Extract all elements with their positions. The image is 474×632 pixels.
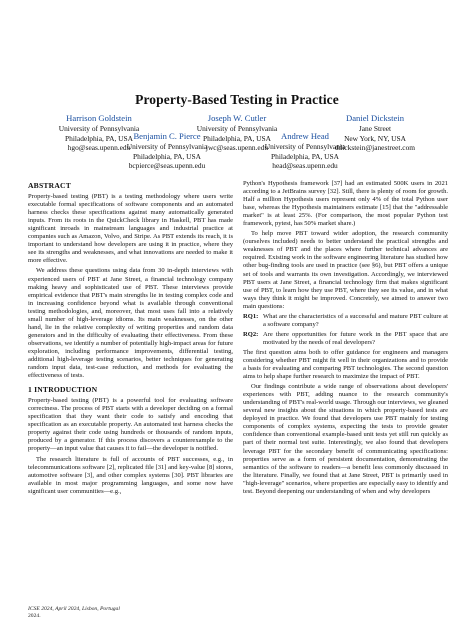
author-affiliation: University of Pennsylvania <box>58 124 140 134</box>
author-name: Harrison Goldstein <box>66 113 132 123</box>
rq-text: What are the characteristics of a successful and mature PBT culture at a software company? <box>263 312 448 328</box>
year-line: 2024. <box>28 613 41 619</box>
research-question <box>243 331 448 347</box>
rq-text: Are there opportunities for future work in the PBT space that are motivated by the needs of real developers? <box>263 330 448 346</box>
author-affiliation: University of Pennsylvania <box>126 142 208 152</box>
footer <box>28 606 120 620</box>
body-paragraph: Python's Hypothesis framework [37] had an estimated 500K users in 2021 according to a JetBrains survey [32]. Still, there is plenty of room for growth. Half a million Hypothesis users represent only 4% of the total Python user base, whereas the Hypothesis maintainers estimate [15] that the "addressable market" is at least 25%. (For comparison, the most popular Python test framework, pytest, has 50% market share.) <box>243 180 448 228</box>
author-name: Andrew Head <box>281 131 329 141</box>
author-block <box>230 132 380 171</box>
author-affiliation: University of Pennsylvania <box>264 142 346 152</box>
author-location: Philadelphia, PA, USA <box>203 133 271 143</box>
body-paragraph: Our findings contribute a wide range of observations about developers' experiences with PBT, adding nuance to the research community's understanding of PBT's real-world usage. Through our interviews, we gleaned several new insights about the situations in which property-based tests are deployed in practice. We found that developers use PBT mainly for testing components of complex systems, expecting the tests to provide greater confidence than conventional example-based unit tests yet still run quickly as part of their normal test suite. Interestingly, we also found that developers leverage PBT for the secondary benefit of communicating specifications: properties serve as a form of persistent documentation, demonstrating the semantics of the software to readers—a benefit less commonly discussed in the literature. Finally, we found that at Jane Street, PBT is primarily used in "high-leverage" scenarios, where properties are especially easy to identify and test. Beyond deepening our understanding of when and why developers <box>243 383 448 495</box>
introduction-heading: 1 INTRODUCTION <box>28 385 98 395</box>
venue-line: ICSE 2024, April 2024, Lisbon, Portugal <box>28 606 120 612</box>
body-paragraph: The first question aims both to offer guidance for engineers and managers considering whether PBT might fit well in their organizations and to provide a basis for evaluating and comparing PBT technologies. The second question aims to help shape further research to maximize the impact of PBT. <box>243 348 448 381</box>
paper-title: Property-Based Testing in Practice <box>135 92 339 107</box>
author-name: Daniel Dickstein <box>346 113 404 123</box>
rq-label: RQ1: <box>243 312 259 320</box>
intro-paragraph: The research literature is full of accounts of PBT successes, e.g., in telecommunications software [2], replicated file [31] and key-value [8] stores, automotive software [3], and other complex systems [30]. PBT libraries are available in most major programming languages, and some now have significant user communities—e.g., <box>28 455 233 495</box>
author-location: Philadelphia, PA, USA <box>65 133 133 143</box>
author-location: Philadelphia, PA, USA <box>271 151 339 161</box>
abstract-heading: ABSTRACT <box>28 181 71 190</box>
intro-paragraph: Property-based testing (PBT) is a powerful tool for evaluating software correctness. The process of PBT starts with a developer deciding on a formal specification that they want their code to satisfy and encoding that specification as an executable property. An automated test harness checks the property against their code using hundreds or thousands of random inputs, produced by a generator. If this process discovers a counterexample to the property—an input value that causes it to fail—the developer is notified. <box>28 397 233 453</box>
rq-label: RQ2: <box>243 330 259 338</box>
research-question <box>243 313 448 329</box>
author-affiliation: Jane Street <box>358 124 392 134</box>
abstract-paragraph: We address these questions using data from 30 in-depth interviews with experienced users of PBT at Jane Street, a financial technology company making heavy and sophisticated use of PBT. These interviews provide empirical evidence that PBT's main strengths lie in testing complex code and in increasing confidence beyond what is available through conventional testing methodologies, and, moreover, that most uses fall into a relatively small number of high-leverage idioms. Its main weaknesses, on the other hand, lie in the relative complexity of writing properties and random data generators and in the difficulty of evaluating their effectiveness. From these observations, we identify a number of potentially high-impact areas for future exploration, including performance improvements, differential testing, additional high-leverage testing scenarios, better techniques for generating random input data, test-case reduction, and methods for evaluating the effectiveness of tests. <box>28 267 233 380</box>
author-location: Philadelphia, PA, USA <box>133 151 201 161</box>
body-paragraph: To help move PBT toward wider adoption, the research community (ourselves included) needs to better understand the practical strengths and weaknesses of PBT and the places where further technical advances are required. Existing work in the software engineering literature has studied how other bug-finding tools are used in practice (see §6), but PBT offers a unique set of tools and warrants its own investigation. Accordingly, we interviewed PBT users at Jane Street, a financial technology firm that makes significant use of PBT, to learn how they use PBT, where they see its value, and in what ways they think it might be improved. Concretely, we aimed to answer two main questions: <box>243 230 448 310</box>
right-column <box>243 180 448 498</box>
author-name: Benjamin C. Pierce <box>133 131 201 141</box>
author-block <box>92 132 242 171</box>
author-email: jwc@seas.upenn.edu <box>205 143 269 153</box>
left-column <box>28 180 233 498</box>
author-affiliation: University of Pennsylvania <box>196 124 278 134</box>
author-email: hgo@seas.upenn.edu <box>67 143 131 153</box>
author-email: bcpierce@seas.upenn.edu <box>128 161 206 171</box>
author-email: head@seas.upenn.edu <box>272 161 338 171</box>
author-email: ddickstein@janestreet.com <box>334 143 416 153</box>
author-location: New York, NY, USA <box>344 133 406 143</box>
author-name: Joseph W. Cutler <box>207 113 267 123</box>
abstract-paragraph: Property-based testing (PBT) is a testing methodology where users write executable formal specifications of software components and an automated harness checks these specifications against many automatically generated inputs. From its roots in the QuickCheck library in Haskell, PBT has made significant inroads in mainstream languages and industrial practice at companies such as Amazon, Volvo, and Stripe. As PBT extends its reach, it is important to understand how developers are using it in practice, where they see its strengths and weaknesses, and what innovations are needed to make it more effective. <box>28 193 233 265</box>
